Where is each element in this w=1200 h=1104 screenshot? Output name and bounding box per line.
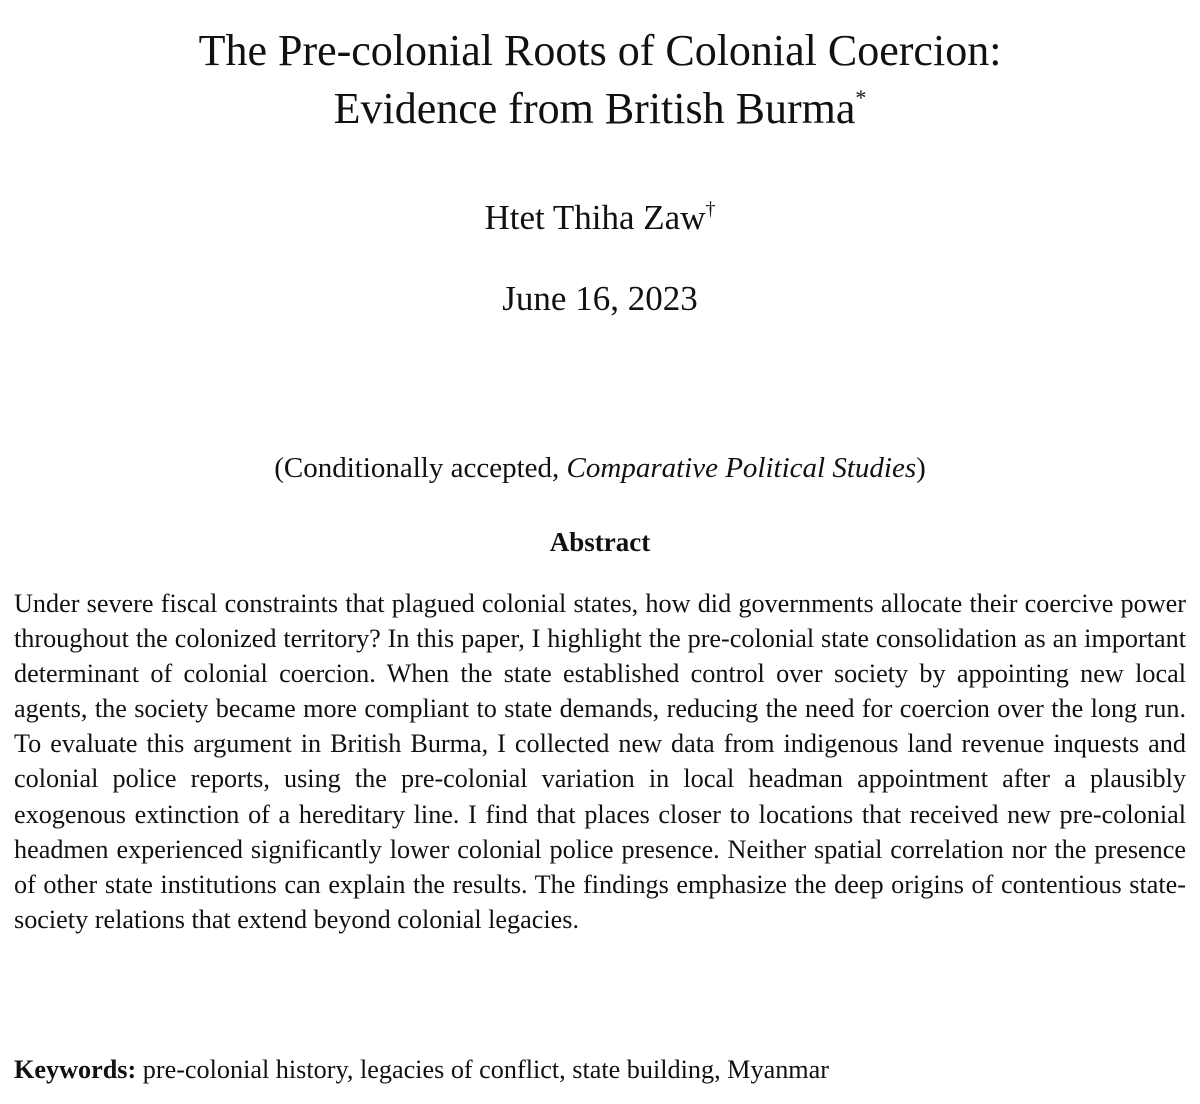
title-line-1: The Pre-colonial Roots of Colonial Coercion: <box>198 26 1002 75</box>
status-prefix: (Conditionally accepted, <box>274 452 567 484</box>
keywords-values: pre-colonial history, legacies of conflict, state building, Myanmar <box>142 1055 829 1084</box>
abstract-text: Under severe fiscal constraints that plagued colonial states, how did governments allocate their coercive power throughout the colonized territory? In this paper, I highlight the pre-colonial state consolidation as an important determinant of colonial coercion. When the state established control over society by appointing new local agents, the society became more compliant to state demands, reducing the need for coercion over the long run. To evaluate this argument in British Burma, I collected new data from indigenous land revenue inquests and colonial police reports, using the pre-colonial variation in local headman appointment after a plausibly exogenous extinction of a hereditary line. I find that places closer to locations that received new pre-colonial headmen experienced significantly lower colonial police presence. Neither spatial correlation nor the presence of other state institutions can explain the results. The findings emphasize the deep origins of contentious state-society relations that extend beyond colonial legacies. <box>14 589 1186 934</box>
title-line-2-text: Evidence from British Burma <box>333 84 856 133</box>
title-footnote-mark[interactable]: * <box>855 85 867 110</box>
keywords <box>14 1052 1186 1088</box>
publication-status <box>0 448 1200 488</box>
author-footnote-mark[interactable]: † <box>705 198 716 220</box>
publication-date: June 16, 2023 <box>502 279 698 318</box>
author-name: Htet Thiha Zaw <box>484 198 706 237</box>
status-suffix: ) <box>916 452 926 484</box>
journal-name: Comparative Political Studies <box>566 452 917 484</box>
keywords-label: Keywords: <box>14 1055 137 1084</box>
paper-title <box>0 22 1200 138</box>
abstract-heading: Abstract <box>549 527 651 557</box>
title-line-2 <box>0 80 1200 138</box>
author <box>0 196 1200 240</box>
